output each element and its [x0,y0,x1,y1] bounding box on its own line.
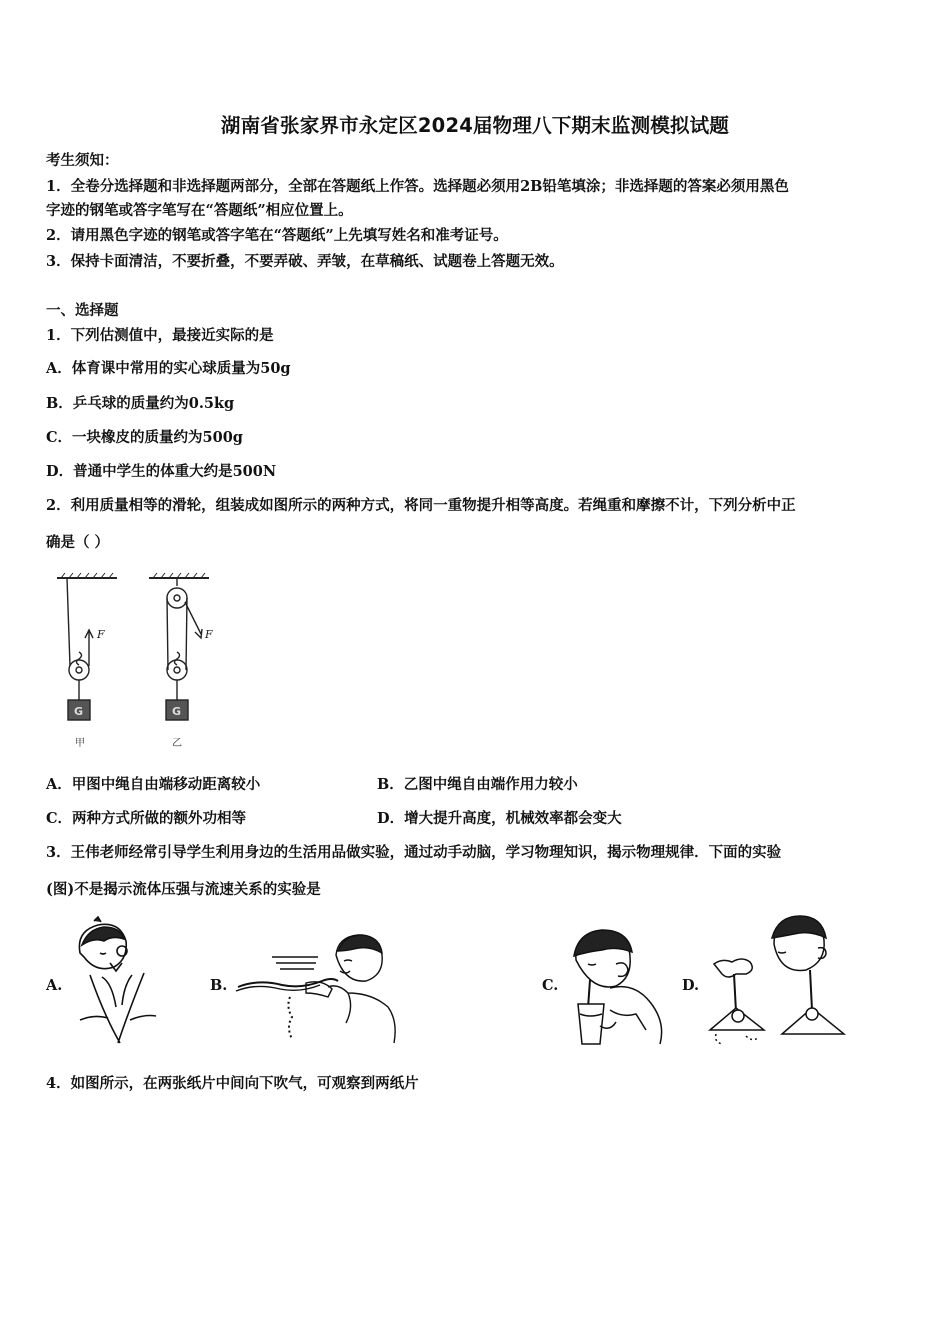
notice-item-2: 2．请用黑色字迹的钢笔或答字笔在“答题纸”上先填写姓名和准考证号。 [46,227,508,244]
section-heading: 一、选择题 [46,302,119,319]
q2-stem-line1: 2．利用质量相等的滑轮，组装成如图所示的两种方式，将同一重物提升相等高度。若绳重和摩擦不计，下列分析中正 [46,497,796,514]
q3-picture-b [236,935,401,1045]
q3-picture-a [72,915,162,1045]
q1-option-b: B．乒乓球的质量约为0.5kg [46,395,235,412]
q2-option-c: C．两种方式所做的额外功相等 [46,810,247,827]
weight-label-a: G [74,705,84,718]
caption-b: 乙 [172,738,182,749]
q2-stem-line2: 确是（ ） [46,534,110,551]
q3-picture-c [570,930,670,1045]
q3-stem-line1: 3．王伟老师经常引导学生利用身边的生活用品做实验，通过动手动脑，学习物理知识，揭示物理规律．下面的实验 [46,844,782,861]
pulley-figure [55,568,245,753]
q3-label-b: B. [210,977,228,994]
q3-stem-line2: (图)不是揭示流体压强与流速关系的实验是 [46,881,321,898]
q4-stem: 4．如图所示，在两张纸片中间向下吹气，可观察到两纸片 [46,1075,419,1092]
notice-item-3: 3．保持卡面清洁，不要折叠，不要弄破、弄皱，在草稿纸、试题卷上答题无效。 [46,253,564,270]
q2-option-a: A．甲图中绳自由端移动距离较小 [46,776,261,793]
q1-option-d: D．普通中学生的体重大约是500N [46,463,277,480]
force-label-a: F [97,628,105,641]
weight-label-b: G [172,705,182,718]
q3-picture-d [706,918,856,1043]
q1-option-a: A．体育课中常用的实心球质量为50g [46,360,291,377]
q1-option-c: C．一块橡皮的质量约为500g [46,429,243,446]
page-title: 湖南省张家界市永定区2024届物理八下期末监测模拟试题 [220,114,730,137]
q3-label-d: D. [682,977,700,994]
notice-item-1-cont: 字迹的钢笔或答字笔写在“答题纸”相应位置上。 [46,202,353,219]
notice-item-1: 1．全卷分选择题和非选择题两部分，全部在答题纸上作答。选择题必须用2B铅笔填涂；非选择题的答案必须用黑色 [46,178,789,195]
q3-label-c: C. [542,977,559,994]
notice-heading: 考生须知： [46,152,119,169]
q2-option-d: D．增大提升高度，机械效率都会变大 [377,810,622,827]
q2-option-b: B．乙图中绳自由端作用力较小 [377,776,578,793]
caption-a: 甲 [75,738,85,749]
q1-stem: 1．下列估测值中，最接近实际的是 [46,327,274,344]
force-label-b: F [205,628,213,641]
q3-label-a: A. [46,977,63,994]
